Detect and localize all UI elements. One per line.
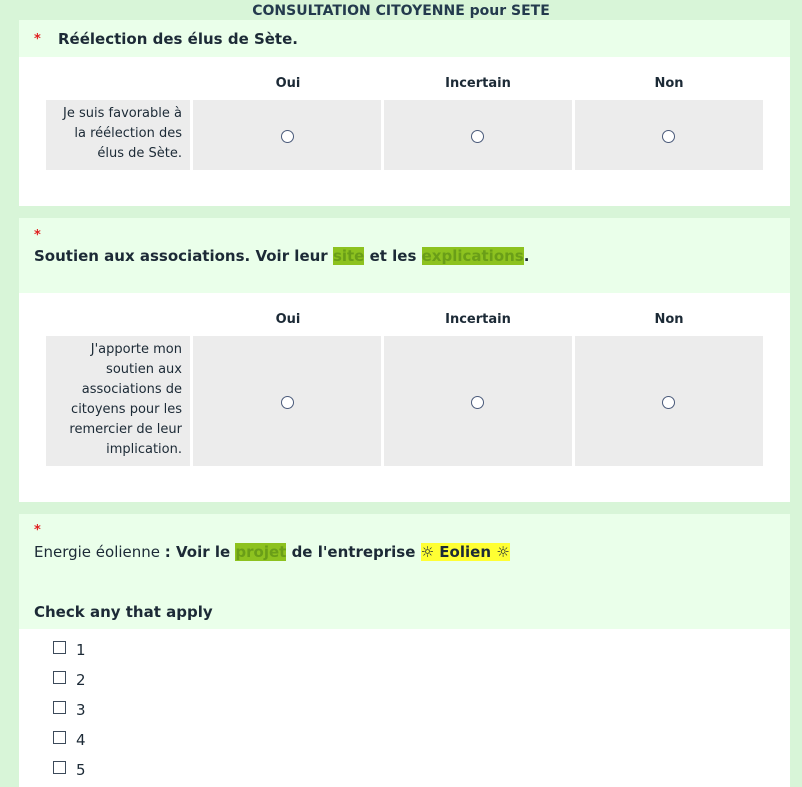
radio-incertain[interactable] bbox=[471, 130, 484, 143]
checkbox-option-5[interactable] bbox=[53, 759, 86, 781]
question-body bbox=[19, 57, 790, 206]
radio-incertain[interactable] bbox=[471, 396, 484, 409]
answer-cell-non bbox=[575, 336, 763, 466]
checkbox[interactable] bbox=[53, 641, 66, 654]
option-label: 1 bbox=[76, 641, 86, 659]
required-mark: * bbox=[34, 523, 41, 538]
radio-oui[interactable] bbox=[281, 396, 294, 409]
checkbox[interactable] bbox=[53, 701, 66, 714]
row-label: Je suis favorable à la réélection des élus de Sète. bbox=[46, 100, 190, 170]
required-mark: * bbox=[34, 32, 41, 47]
column-header-oui: Oui bbox=[275, 312, 301, 327]
question-header bbox=[19, 20, 790, 57]
page-title: CONSULTATION CITOYENNE pour SETE bbox=[252, 3, 550, 19]
answer-cell-incertain bbox=[384, 100, 572, 170]
answer-cell-incertain bbox=[384, 336, 572, 466]
question-eolien bbox=[19, 514, 790, 787]
checkbox[interactable] bbox=[53, 671, 66, 684]
answer-cell-oui bbox=[193, 336, 381, 466]
question-title: Réélection des élus de Sète. bbox=[58, 30, 298, 48]
instruction-text: Check any that apply bbox=[34, 603, 213, 621]
checkbox-option-3[interactable] bbox=[53, 699, 86, 721]
question-body bbox=[19, 293, 790, 502]
radio-non[interactable] bbox=[662, 396, 675, 409]
option-label: 2 bbox=[76, 671, 86, 689]
answer-cell-non bbox=[575, 100, 763, 170]
option-label: 5 bbox=[76, 761, 86, 779]
radio-oui[interactable] bbox=[281, 130, 294, 143]
title-bold-prefix: : Voir le bbox=[164, 543, 236, 561]
required-mark: * bbox=[34, 228, 41, 243]
radio-non[interactable] bbox=[662, 130, 675, 143]
question-title bbox=[34, 247, 529, 265]
question-reelection bbox=[19, 20, 790, 206]
checkbox-option-1[interactable] bbox=[53, 639, 86, 661]
column-header-oui: Oui bbox=[275, 76, 301, 91]
projet-link[interactable]: projet bbox=[235, 543, 287, 561]
column-header-non: Non bbox=[654, 312, 684, 327]
column-header-incertain: Incertain bbox=[445, 76, 511, 91]
question-header bbox=[19, 514, 790, 629]
question-associations bbox=[19, 218, 790, 502]
options-list bbox=[19, 629, 790, 787]
explications-link[interactable]: explications bbox=[421, 247, 524, 265]
title-suffix: . bbox=[523, 247, 530, 265]
column-header-incertain: Incertain bbox=[445, 312, 511, 327]
checkbox[interactable] bbox=[53, 761, 66, 774]
answer-cell-oui bbox=[193, 100, 381, 170]
question-title bbox=[34, 543, 510, 561]
title-plain: Energie éolienne bbox=[34, 543, 165, 561]
title-bold-mid: de l'entreprise bbox=[286, 543, 421, 561]
title-mid: et les bbox=[364, 247, 422, 265]
eolien-highlight: ☼ Eolien ☼ bbox=[420, 543, 510, 561]
row-label: J'apporte mon soutien aux associations de citoyens pour les remercier de leur implication. bbox=[46, 336, 190, 466]
checkbox[interactable] bbox=[53, 731, 66, 744]
question-header bbox=[19, 218, 790, 293]
option-label: 3 bbox=[76, 701, 86, 719]
site-link[interactable]: site bbox=[332, 247, 365, 265]
option-label: 4 bbox=[76, 731, 86, 749]
checkbox-option-4[interactable] bbox=[53, 729, 86, 751]
title-prefix: Soutien aux associations. Voir leur bbox=[34, 247, 333, 265]
column-header-non: Non bbox=[654, 76, 684, 91]
checkbox-option-2[interactable] bbox=[53, 669, 86, 691]
